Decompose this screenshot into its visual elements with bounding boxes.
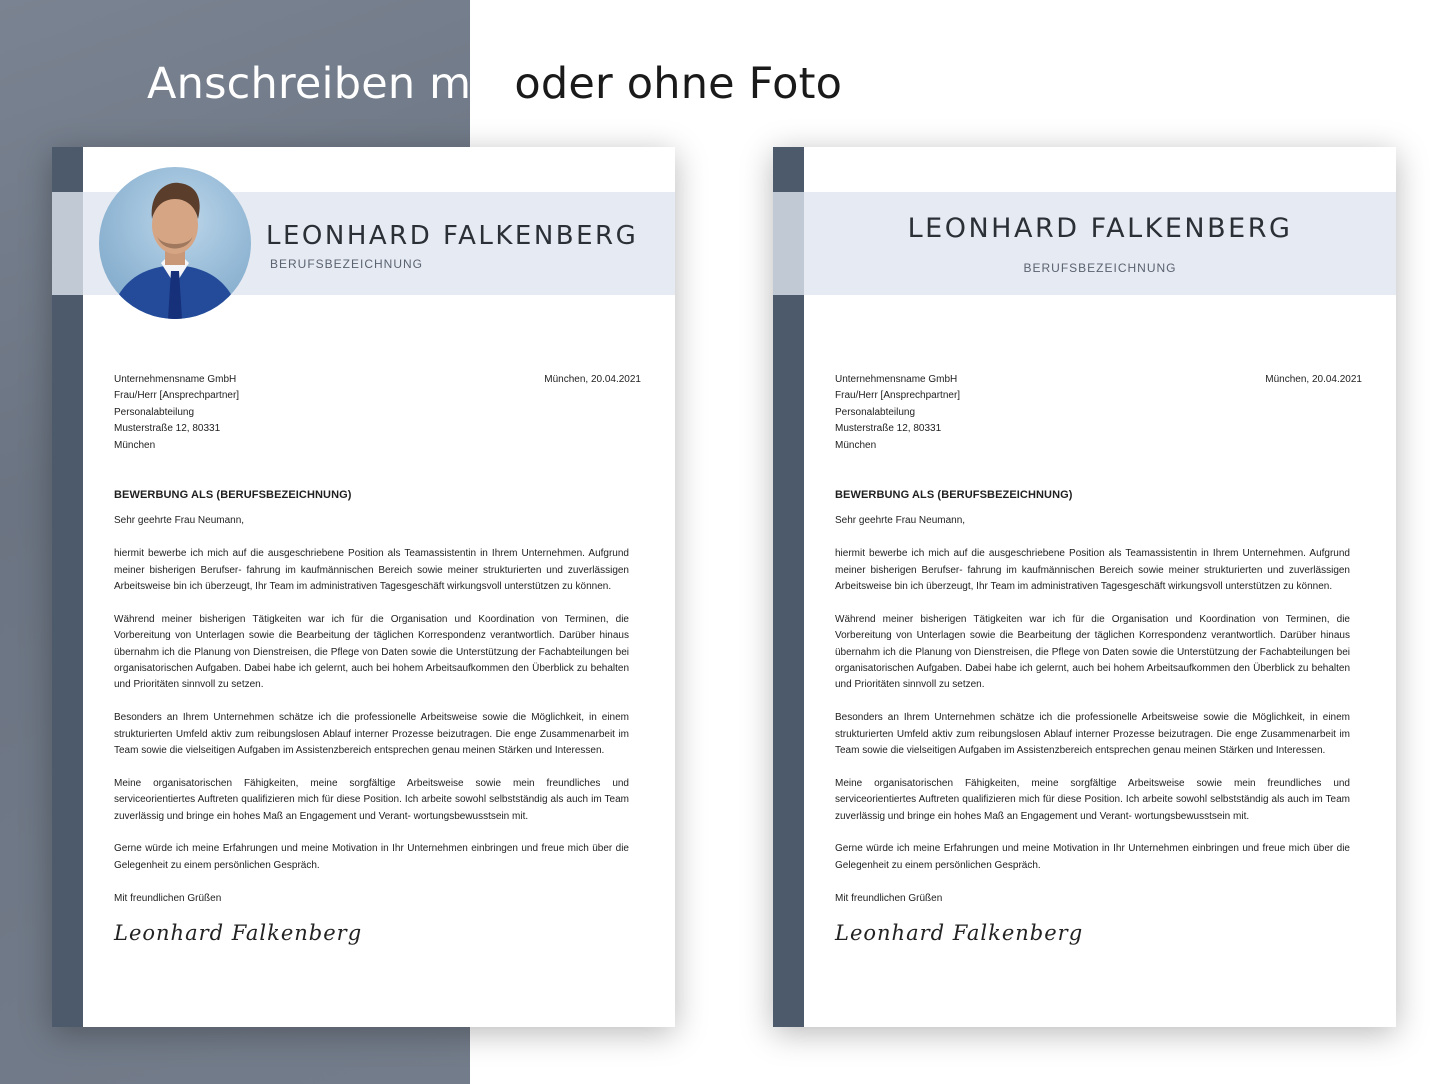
address-line: Musterstraße 12, 80331: [835, 423, 942, 435]
letter-closing: Mit freundlichen Grüßen: [114, 892, 222, 904]
letter-paragraph: Gerne würde ich meine Erfahrungen und meine Motivation in Ihr Unternehmen einbringen und freue mich über die Gelegenheit zu einem persönlichen Gespräch.: [835, 843, 1350, 871]
address-line: Personalabteilung: [835, 406, 916, 418]
letter-page-without-photo: [773, 147, 1396, 1027]
letter-paragraph: Meine organisatorischen Fähigkeiten, meine sorgfältige Arbeitsweise sowie mein freundliches und serviceorientiertes Auftreten qualifizieren mich für diese Position. Ich arbeite sowohl selbstständig als auch im Team zuverlässig und bringe ein hohes Maß an Engagement und Verant- wortungsbewusstsein mit.: [835, 777, 1350, 822]
letter-paragraph: Gerne würde ich meine Erfahrungen und meine Motivation in Ihr Unternehmen einbringen und freue mich über die Gelegenheit zu einem persönlichen Gespräch.: [114, 843, 629, 871]
letter-paragraph: Besonders an Ihrem Unternehmen schätze ich die professionelle Arbeitsweise sowie die Möglichkeit, in einem strukturierten Umfeld aktiv zum reibungslosen Ablauf interner Prozesse beizutragen. Die enge Zusammenarbeit im Team sowie die vielseitigen Aufgaben im Assistenzbereich entsprechen genau meinen Stärken und Interessen.: [835, 712, 1350, 757]
sidebar-accent: [773, 192, 804, 295]
address-line: Unternehmensname GmbH: [835, 374, 958, 385]
job-title: BERUFSBEZEICHNUNG: [270, 257, 424, 271]
letter-subject: BEWERBUNG ALS (BERUFSBEZEICHNUNG): [835, 489, 1073, 502]
letter-paragraph: hiermit bewerbe ich mich auf die ausgeschriebene Position als Teamassistentin in Ihrem Unternehmen. Aufgrund meiner bisherigen Berufser- fahrung im kaufmännischen Bereich sowie meiner strukturierten und zuverlässigen Arbeitsweise bin ich überzeugt, Ihr Team im administrativen Tagesgeschäft wirkungsvoll unterstützen zu können.: [835, 548, 1350, 593]
address-line: Musterstraße 12, 80331: [114, 423, 221, 435]
headline: [147, 54, 842, 114]
signature: Leonhard Falkenberg: [114, 921, 363, 946]
applicant-name: LEONHARD FALKENBERG: [907, 213, 1293, 244]
address-line: Frau/Herr [Ansprechpartner]: [114, 390, 240, 402]
job-title: BERUFSBEZEICHNUNG: [1023, 261, 1177, 275]
sidebar-accent: [52, 192, 83, 295]
letter-greeting: Sehr geehrte Frau Neumann,: [114, 515, 245, 527]
letter-body: [114, 372, 641, 946]
address-line: München: [114, 439, 156, 451]
letter-date: München, 20.04.2021: [544, 374, 641, 385]
letter-body: [835, 372, 1362, 946]
letter-paragraph: Meine organisatorischen Fähigkeiten, meine sorgfältige Arbeitsweise sowie mein freundliches und serviceorientiertes Auftreten qualifizieren mich für diese Position. Ich arbeite sowohl selbstständig als auch im Team zuverlässig und bringe ein hohes Maß an Engagement und Verant- wortungsbewusstsein mit.: [114, 777, 629, 822]
letter-paragraph: Während meiner bisherigen Tätigkeiten war ich für die Organisation und Koordination von Terminen, die Vorbereitung von Unterlagen sowie die Bearbeitung der täglichen Korrespondenz verantwortlich. Darüber hinaus übernahm ich die Planung von Dienstreisen, die Pflege von Daten sowie die Unterstützung der Fachabteilungen bei organisatorischen Aufgaben. Dabei habe ich gelernt, auch bei hohem Arbeitsaufkommen den Überblick zu behalten und Prioritäten sinnvoll zu setzen.: [835, 613, 1350, 691]
profile-photo: [99, 167, 251, 319]
letter-date: München, 20.04.2021: [1265, 374, 1362, 385]
address-line: Frau/Herr [Ansprechpartner]: [835, 390, 961, 402]
letter-page-with-photo: [52, 147, 675, 1027]
letter-closing: Mit freundlichen Grüßen: [835, 892, 943, 904]
letter-paragraph: Während meiner bisherigen Tätigkeiten war ich für die Organisation und Koordination von Terminen, die Vorbereitung von Unterlagen sowie die Bearbeitung der täglichen Korrespondenz verantwortlich. Darüber hinaus übernahm ich die Planung von Dienstreisen, die Pflege von Daten sowie die Unterstützung der Fachabteilungen bei organisatorischen Aufgaben. Dabei habe ich gelernt, auch bei hohem Arbeitsaufkommen den Überblick zu behalten und Prioritäten sinnvoll zu setzen.: [114, 613, 629, 691]
person-portrait-icon: [99, 167, 251, 319]
letter-paragraph: hiermit bewerbe ich mich auf die ausgeschriebene Position als Teamassistentin in Ihrem Unternehmen. Aufgrund meiner bisherigen Berufser- fahrung im kaufmännischen Bereich sowie meiner strukturierten und zuverlässigen Arbeitsweise bin ich überzeugt, Ihr Team im administrativen Tagesgeschäft wirkungsvoll unterstützen zu können.: [114, 548, 629, 593]
headline-part-light: Anschreiben mit: [147, 59, 515, 109]
address-line: Personalabteilung: [114, 406, 195, 418]
headline-part-dark: oder ohne Foto: [514, 59, 843, 109]
address-line: München: [835, 439, 877, 451]
letter-paragraph: Besonders an Ihrem Unternehmen schätze ich die professionelle Arbeitsweise sowie die Möglichkeit, in einem strukturierten Umfeld aktiv zum reibungslosen Ablauf interner Prozesse beizutragen. Die enge Zusammenarbeit im Team sowie die vielseitigen Aufgaben im Assistenzbereich entsprechen genau meinen Stärken und Interessen.: [114, 712, 629, 757]
letter-subject: BEWERBUNG ALS (BERUFSBEZEICHNUNG): [114, 489, 352, 502]
applicant-name: LEONHARD FALKENBERG: [266, 221, 639, 251]
address-line: Unternehmensname GmbH: [114, 374, 237, 385]
letter-greeting: Sehr geehrte Frau Neumann,: [835, 515, 966, 527]
signature: Leonhard Falkenberg: [835, 921, 1084, 946]
